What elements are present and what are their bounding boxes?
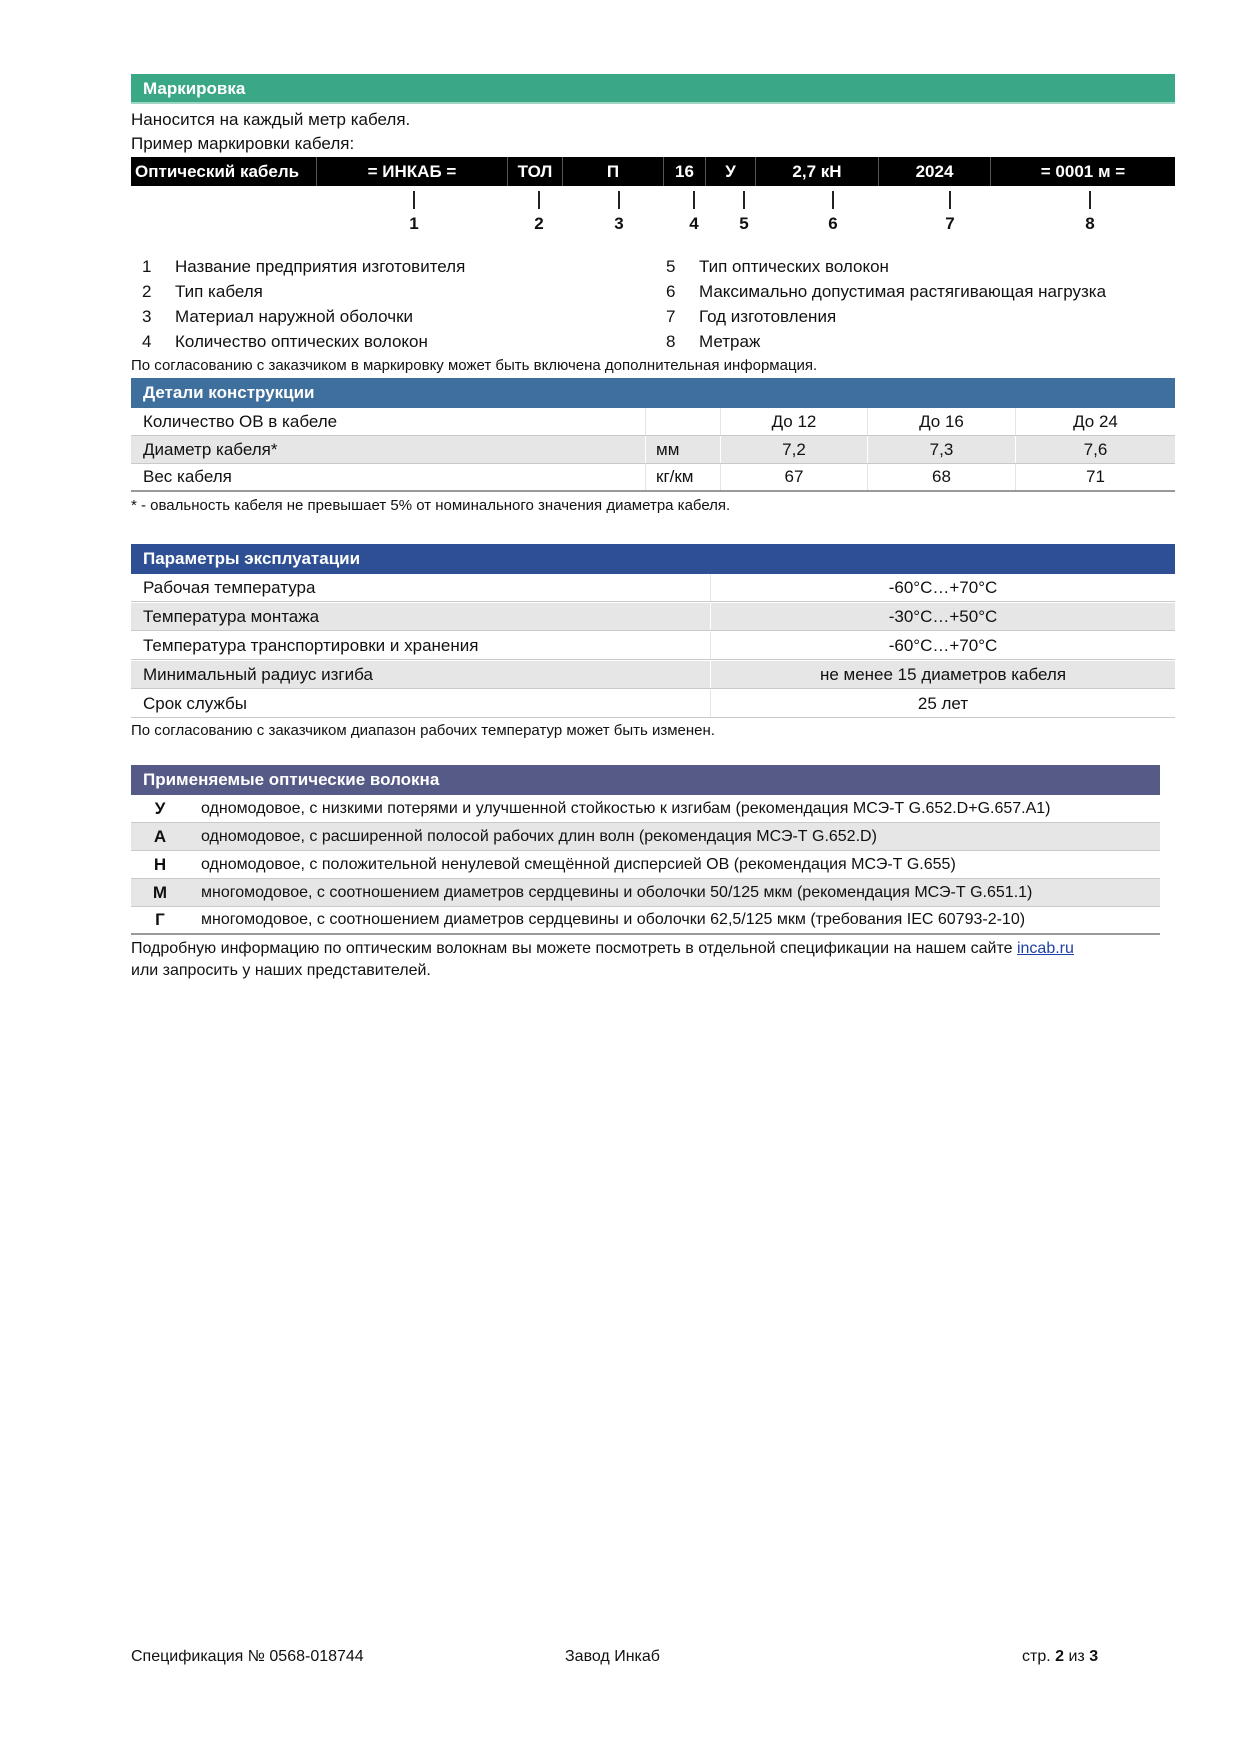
strip-cell-length: = 0001 м = — [1040, 162, 1126, 181]
legend-text: Максимально допустимая растягивающая нагрузка — [699, 282, 1107, 301]
operation-row — [131, 603, 1175, 631]
construction-row — [131, 464, 1175, 492]
construction-unit: кг/км — [646, 464, 721, 490]
legend-text: Тип кабеля — [175, 282, 263, 301]
operation-label: Срок службы — [131, 690, 711, 717]
page-prefix: стр. — [1022, 1648, 1056, 1665]
marking-section-header: Маркировка — [131, 74, 1175, 104]
legend-text: Метраж — [699, 332, 761, 351]
marking-tick-number: 4 — [689, 214, 699, 233]
marking-tick-number: 6 — [828, 214, 838, 233]
fibers-note-text: Подробную информацию по оптическим волокнам вы можете посмотреть в отдельной спецификации на нашем сайте — [131, 940, 1017, 957]
construction-unit — [646, 408, 721, 435]
marking-tick — [1089, 191, 1091, 209]
construction-value: 67 — [721, 464, 868, 490]
legend-text: Материал наружной оболочки — [175, 307, 414, 326]
operation-label: Минимальный радиус изгиба — [131, 661, 711, 688]
legend-number: 1 — [142, 257, 152, 276]
fiber-code: А — [153, 826, 167, 846]
strip-cell-load: 2,7 кН — [756, 157, 879, 186]
fibers-section-header: Применяемые оптические волокна — [131, 765, 1160, 795]
fiber-description: многомодовое, с соотношением диаметров сердцевины и оболочки 62,5/125 мкм (требования IEC 60793-2-10) — [201, 911, 1026, 928]
operation-row — [131, 574, 1175, 602]
page-current: 2 — [1055, 1648, 1065, 1665]
operation-note: По согласованию с заказчиком диапазон рабочих температур может быть изменен. — [131, 722, 715, 739]
operation-value: не менее 15 диаметров кабеля — [819, 664, 1067, 684]
marking-legend-item — [666, 257, 889, 277]
construction-value: До 12 — [721, 408, 868, 435]
marking-legend-item — [142, 332, 428, 352]
marking-tick-number: 7 — [945, 214, 955, 233]
legend-number: 4 — [142, 332, 152, 351]
construction-value: 68 — [868, 464, 1016, 490]
fiber-code: Н — [153, 854, 167, 874]
fiber-description: одномодовое, с положительной ненулевой смещённой дисперсией ОВ (рекомендация МСЭ-Т G.655) — [201, 855, 956, 873]
operation-label: Температура транспортировки и хранения — [131, 632, 711, 659]
fiber-code: Г — [155, 910, 165, 929]
legend-number: 6 — [666, 282, 676, 301]
operation-value: -60°C…+70°C — [888, 635, 998, 655]
marking-line-1: Наносится на каждый метр кабеля. — [131, 110, 411, 129]
legend-text: Тип оптических волокон — [699, 257, 889, 276]
operation-row — [131, 690, 1175, 718]
fiber-code: У — [154, 798, 166, 818]
marking-legend-item — [666, 282, 1106, 302]
fiber-row — [131, 879, 1160, 907]
marking-tick-number: 1 — [409, 214, 419, 233]
construction-value: До 16 — [868, 408, 1016, 435]
strip-cell-sheath: П — [563, 157, 664, 186]
marking-tick-number: 3 — [614, 214, 624, 233]
marking-tick — [949, 191, 951, 209]
strip-cell-type: ТОЛ — [508, 157, 563, 186]
marking-tick — [413, 191, 415, 209]
legend-text: Год изготовления — [699, 307, 837, 326]
construction-row — [131, 436, 1175, 464]
fiber-row — [131, 907, 1160, 935]
marking-tick — [743, 191, 745, 209]
legend-number: 8 — [666, 332, 676, 351]
marking-legend-item — [142, 282, 263, 302]
operation-value: 25 лет — [917, 693, 969, 713]
construction-label: Вес кабеля — [131, 464, 646, 490]
construction-note: * - овальность кабеля не превышает 5% от номинального значения диаметра кабеля. — [131, 497, 731, 514]
legend-number: 2 — [142, 282, 152, 301]
construction-row — [131, 408, 1175, 436]
marking-tick — [832, 191, 834, 209]
marking-tick-number: 2 — [534, 214, 544, 233]
fibers-note — [131, 940, 1074, 958]
construction-unit: мм — [646, 436, 721, 463]
fibers-note-line-2: или запросить у наших представителей. — [131, 962, 431, 979]
marking-line-2: Пример маркировки кабеля: — [131, 134, 355, 153]
construction-value: 71 — [1086, 467, 1105, 486]
marking-tick-number: 5 — [739, 214, 749, 233]
fiber-description: одномодовое, с расширенной полосой рабочих длин волн (рекомендация МСЭ-Т G.652.D) — [201, 827, 877, 845]
fiber-description: многомодовое, с соотношением диаметров сердцевины и оболочки 50/125 мкм (рекомендация МСЭ-Т G.651.1) — [201, 883, 1033, 901]
strip-cell-name: Оптический кабель — [131, 157, 317, 186]
footer-spec-number: Спецификация № 0568-018744 — [131, 1648, 364, 1665]
page-mid: из — [1064, 1648, 1090, 1665]
footer-page-counter — [1022, 1648, 1098, 1666]
fiber-row — [131, 823, 1160, 851]
strip-cell-year: 2024 — [879, 157, 991, 186]
operation-row — [131, 632, 1175, 660]
operation-label: Температура монтажа — [131, 603, 711, 630]
fiber-description: одномодовое, с низкими потерями и улучшенной стойкостью к изгибам (рекомендация МСЭ-Т G.652.D+G.657.A1) — [201, 799, 1051, 817]
construction-value: 7,3 — [868, 436, 1016, 463]
marking-tick — [693, 191, 695, 209]
operation-value: -30°C…+50°C — [888, 606, 998, 626]
fiber-code: М — [152, 882, 168, 902]
marking-tick — [618, 191, 620, 209]
operation-section-header: Параметры эксплуатации — [131, 544, 1175, 574]
footer-company: Завод Инкаб — [565, 1648, 660, 1665]
construction-label: Количество ОВ в кабеле — [131, 408, 646, 435]
construction-section-header: Детали конструкции — [131, 378, 1175, 408]
legend-number: 7 — [666, 307, 676, 326]
fiber-row — [131, 851, 1160, 879]
legend-number: 5 — [666, 257, 676, 276]
strip-cell-fiber-type: У — [706, 157, 756, 186]
operation-label: Рабочая температура — [131, 574, 711, 601]
legend-text: Название предприятия изготовителя — [175, 257, 466, 276]
marking-legend-item — [666, 307, 836, 327]
marking-legend-item — [142, 257, 465, 277]
marking-legend-item — [142, 307, 413, 327]
construction-value: 7,2 — [721, 436, 868, 463]
construction-value: 7,6 — [1083, 439, 1108, 459]
marking-example-strip — [131, 157, 1175, 186]
strip-cell-company: = ИНКАБ = — [317, 157, 508, 186]
construction-label: Диаметр кабеля* — [131, 436, 646, 463]
strip-cell-fibers: 16 — [664, 157, 706, 186]
page-total: 3 — [1089, 1648, 1099, 1665]
incab-site-link[interactable]: incab.ru — [1016, 940, 1074, 957]
construction-value: До 24 — [1073, 411, 1118, 431]
legend-text: Количество оптических волокон — [175, 332, 428, 351]
operation-row — [131, 661, 1175, 689]
operation-value: -60°C…+70°C — [888, 577, 998, 597]
marking-tick-number: 8 — [1085, 214, 1095, 233]
marking-note: По согласованию с заказчиком в маркировку может быть включена дополнительная информация. — [131, 357, 818, 374]
marking-legend-item — [666, 332, 760, 352]
legend-number: 3 — [142, 307, 152, 326]
marking-tick — [538, 191, 540, 209]
fiber-row — [131, 795, 1160, 823]
